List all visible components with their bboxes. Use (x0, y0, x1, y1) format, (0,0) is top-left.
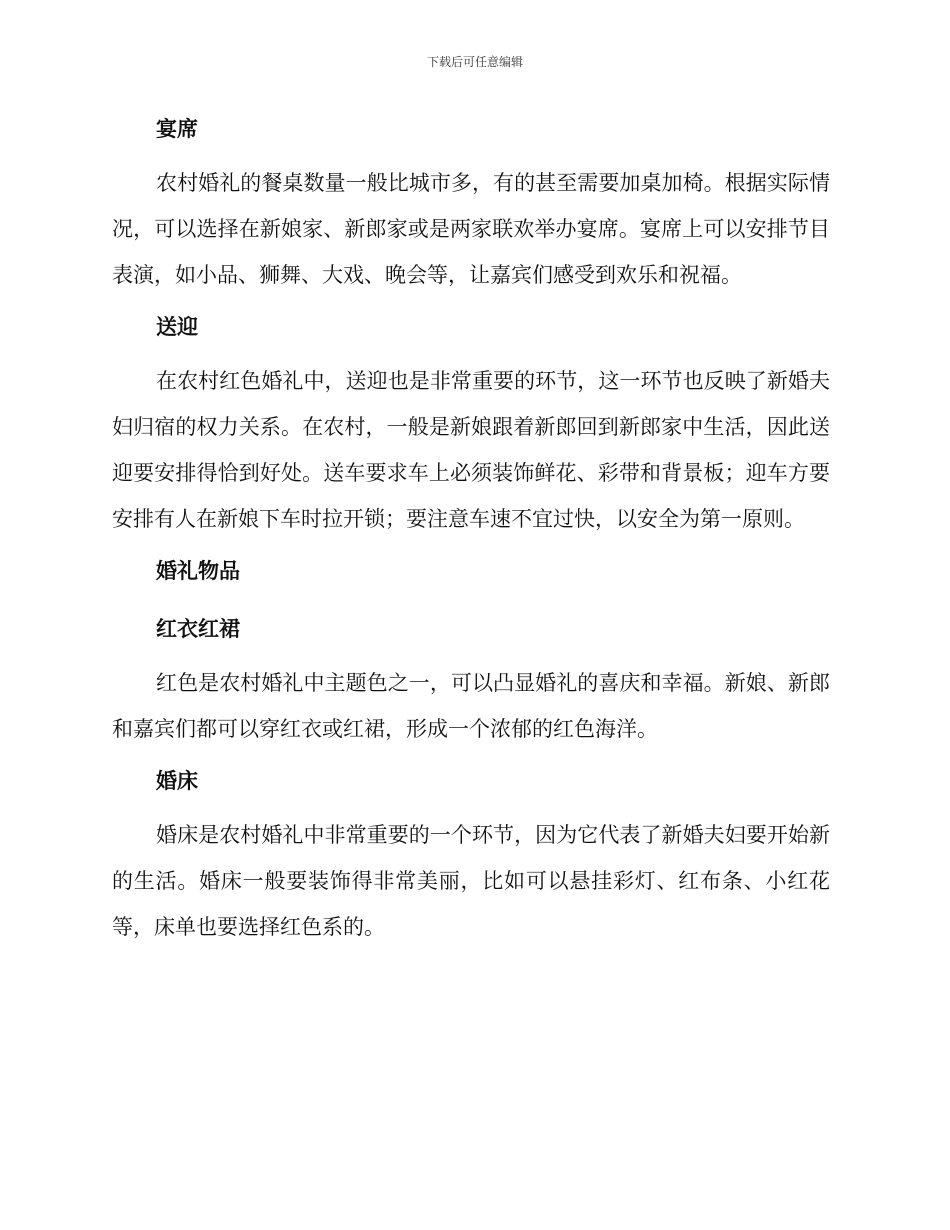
section-paragraph-wedding-bed: 婚床是农村婚礼中非常重要的一个环节，因为它代表了新婚夫妇要开始新的生活。婚床一般要装饰得非常美丽，比如可以悬挂彩灯、红布条、小红花等，床单也要选择红色系的。 (112, 823, 830, 939)
section-paragraph-banquet: 农村婚礼的餐桌数量一般比城市多，有的甚至需要加桌加椅。根据实际情况，可以选择在新娘家、新郎家或是两家联欢举办宴席。宴席上可以安排节目表演，如小品、狮舞、大戏、晚会等，让嘉宾们感受到欢乐和祝福。 (112, 171, 830, 287)
section-heading-wedding-bed: 婚床 (156, 769, 198, 793)
section-paragraph-send-off: 在农村红色婚礼中，送迎也是非常重要的环节，这一环节也反映了新婚夫妇归宿的权力关系。在农村，一般是新娘跟着新郎回到新郎家中生活，因此送迎要安排得恰到好处。送车要求车上必须装饰鲜花、彩带和背景板；迎车方要安排有人在新娘下车时拉开锁；要注意车速不宜过快，以安全为第一原则。 (112, 369, 830, 531)
section-heading-wedding-items: 婚礼物品 (156, 559, 240, 583)
section-paragraph-red-clothes: 红色是农村婚礼中主题色之一，可以凸显婚礼的喜庆和幸福。新娘、新郎和嘉宾们都可以穿红衣或红裙，形成一个浓郁的红色海洋。 (112, 671, 830, 741)
section-heading-banquet: 宴席 (156, 117, 198, 141)
document-body (112, 112, 830, 950)
page-header-note: 下载后可任意编辑 (426, 55, 523, 69)
section-heading-send-off: 送迎 (156, 315, 198, 339)
section-heading-red-clothes: 红衣红裙 (156, 617, 240, 641)
